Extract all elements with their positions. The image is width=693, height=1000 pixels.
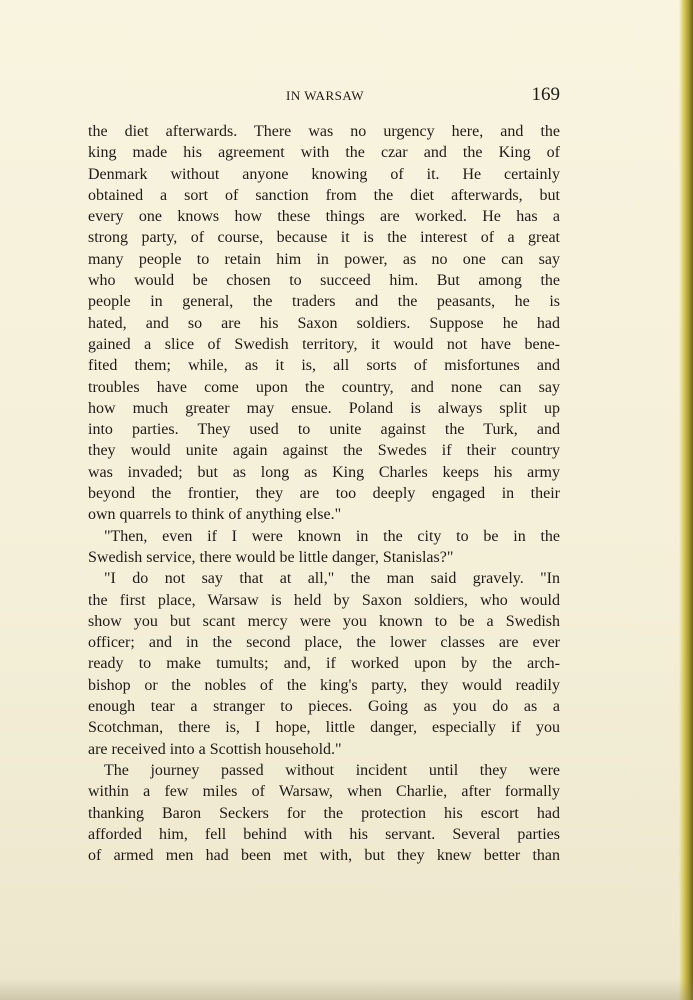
text-line: king made his agreement with the czar and the King of	[88, 144, 560, 162]
text-line: the first place, Warsaw is held by Saxon soldiers, who would	[88, 591, 560, 609]
text-line: bishop or the nobles of the king's party, they would readily	[88, 676, 560, 694]
text-line: The journey passed without incident until they were	[104, 761, 560, 779]
text-line: afforded him, fell behind with his servant. Several parties	[88, 825, 560, 843]
text-line: are received into a Scottish household."	[88, 740, 342, 758]
text-line: "Then, even if I were known in the city to be in the	[104, 527, 560, 545]
text-line: own quarrels to think of anything else."	[88, 506, 342, 524]
text-line: was invaded; but as long as King Charles keeps his army	[88, 463, 560, 481]
text-line: within a few miles of Warsaw, when Charlie, after formally	[88, 783, 560, 801]
text-line: people in general, the traders and the peasants, he is	[88, 293, 560, 311]
text-line: who would be chosen to succeed him. But among the	[88, 272, 560, 290]
text-line: Scotchman, there is, I hope, little danger, especially if you	[88, 719, 560, 737]
text-line: Swedish service, there would be little danger, Stanislas?"	[88, 548, 454, 566]
text-line: strong party, of course, because it is the interest of a great	[88, 229, 560, 247]
page-bottom-shadow	[0, 978, 693, 1000]
body-text	[88, 121, 560, 866]
text-line: ready to make tumults; and, if worked upon by the arch-	[88, 655, 560, 673]
text-line: the diet afterwards. There was no urgency here, and the	[88, 123, 560, 140]
text-line: officer; and in the second place, the lower classes are ever	[88, 634, 560, 652]
text-line: every one knows how these things are worked. He has a	[88, 208, 560, 226]
text-line: troubles have come upon the country, and none can say	[88, 378, 560, 396]
text-line: thanking Baron Seckers for the protection his escort had	[88, 804, 560, 822]
text-line: beyond the frontier, they are too deeply engaged in their	[88, 485, 560, 503]
text-line: "I do not say that at all," the man said gravely. "In	[104, 570, 560, 588]
text-line: Denmark without anyone knowing of it. He certainly	[88, 165, 560, 183]
text-line: of armed men had been met with, but they knew better than	[88, 847, 560, 865]
text-line: fited them; while, as it is, all sorts of misfortunes and	[88, 357, 560, 375]
text-line: into parties. They used to unite against the Turk, and	[88, 421, 560, 439]
text-line: how much greater may ensue. Poland is always split up	[88, 399, 560, 417]
text-line: many people to retain him in power, as no one can say	[88, 250, 560, 268]
text-line: obtained a sort of sanction from the diet afterwards, but	[88, 186, 560, 204]
running-head-title: IN WARSAW	[286, 88, 364, 103]
text-line: gained a slice of Swedish territory, it would not have bene-	[88, 335, 560, 353]
running-head	[88, 86, 560, 108]
page-number: 169	[531, 84, 560, 105]
text-line: they would unite again against the Swedes if their country	[88, 442, 560, 460]
text-line: show you but scant mercy were you known to be a Swedish	[88, 612, 560, 630]
text-line: hated, and so are his Saxon soldiers. Suppose he had	[88, 314, 560, 332]
text-line: enough tear a stranger to pieces. Going as you do as a	[88, 698, 560, 716]
page-edge-shadow	[679, 0, 693, 1000]
